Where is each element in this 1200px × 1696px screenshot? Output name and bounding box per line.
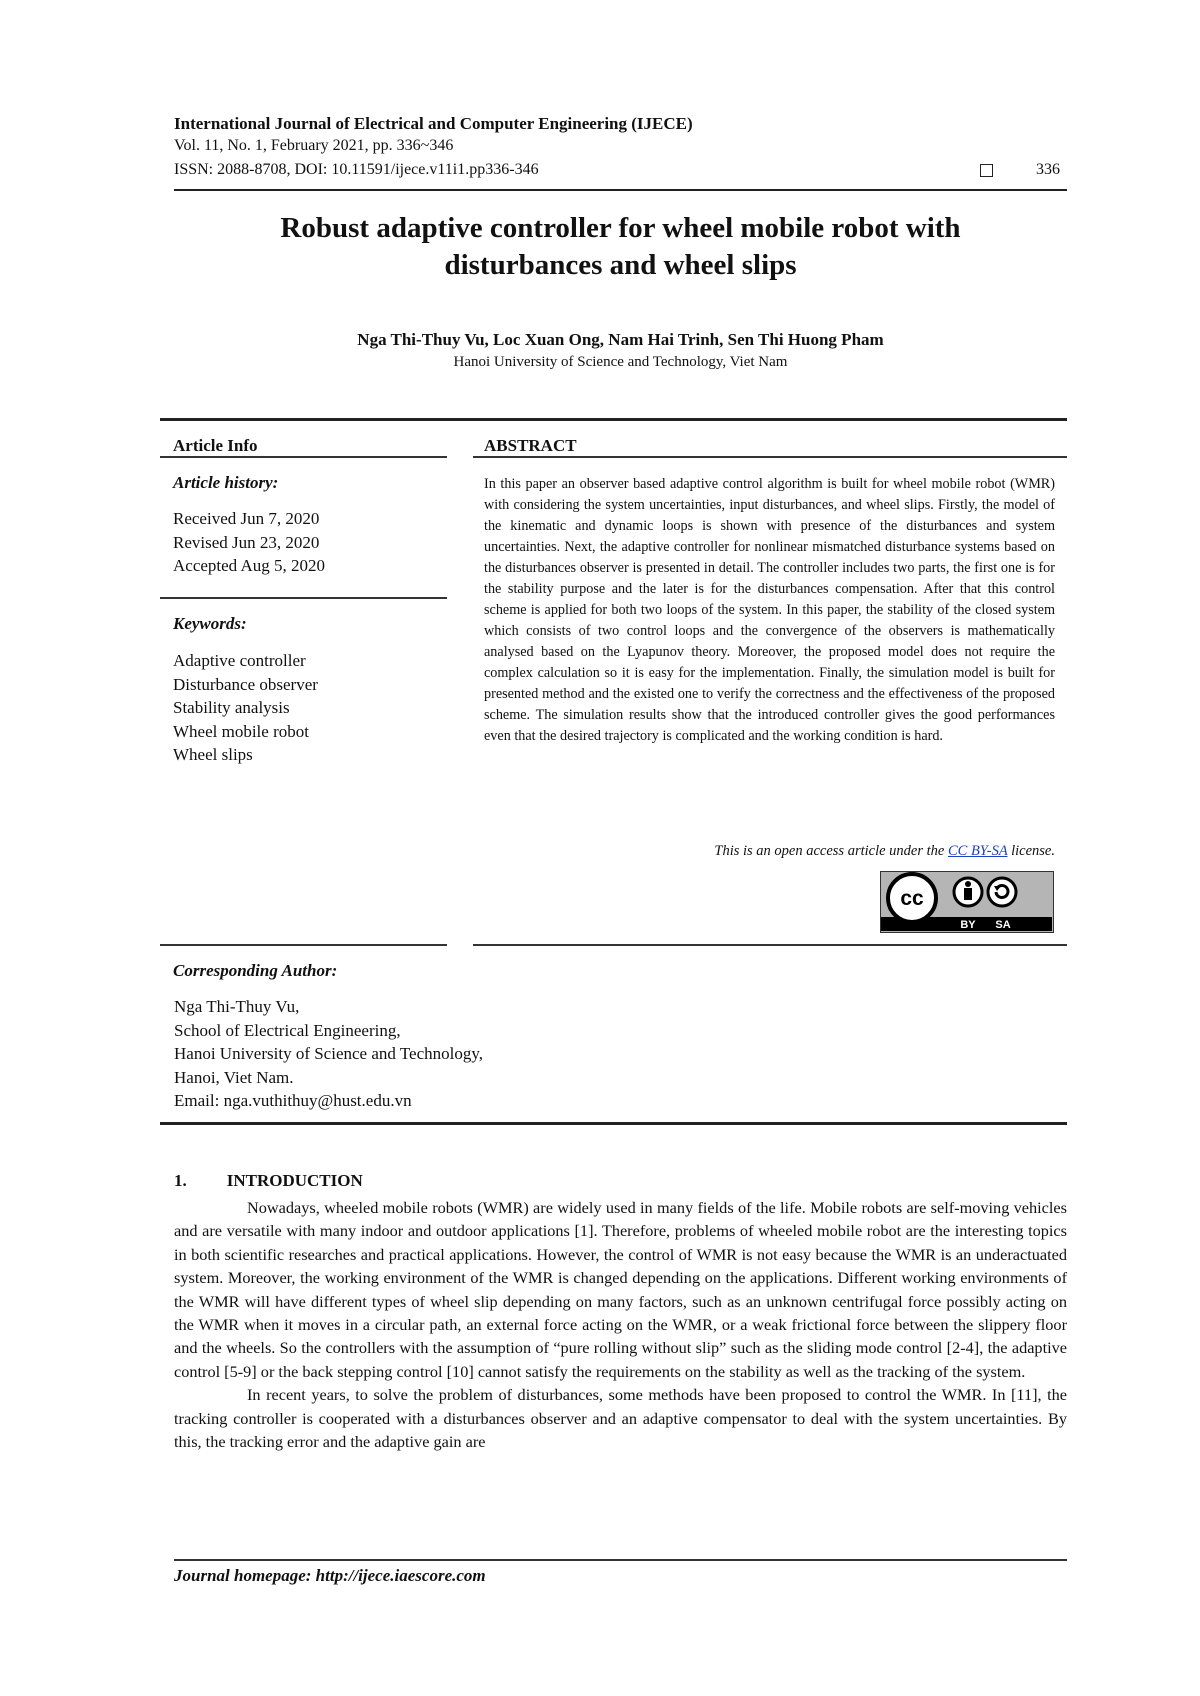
corresponding-author-details — [174, 995, 483, 1113]
history-divider — [160, 597, 447, 599]
introduction-heading — [174, 1171, 363, 1191]
corresponding-author-label: Corresponding Author: — [173, 961, 338, 980]
keywords-divider — [160, 944, 447, 946]
article-history-label: Article history: — [173, 473, 279, 492]
paper-title — [174, 210, 1067, 284]
info-top-divider — [160, 418, 1067, 421]
header-divider — [174, 189, 1067, 191]
author-name: Nga Thi-Thuy Vu, — [174, 997, 300, 1016]
title-line-2: disturbances and wheel slips — [444, 249, 797, 281]
history-list — [173, 507, 325, 578]
revised-date: Revised Jun 23, 2020 — [173, 532, 320, 552]
badge-sa-label: SA — [995, 919, 1011, 931]
received-date: Received Jun 7, 2020 — [173, 509, 320, 528]
accepted-date: Accepted Aug 5, 2020 — [173, 556, 326, 575]
authors: Nga Thi-Thuy Vu, Loc Xuan Ong, Nam Hai Trinh, Sen Thi Huong Pham — [357, 330, 884, 349]
section-number: 1. — [174, 1171, 187, 1190]
volume-info: Vol. 11, No. 1, February 2021, pp. 336~346 — [174, 137, 454, 154]
article-info-heading: Article Info — [173, 436, 258, 455]
info-bottom-divider — [160, 1122, 1067, 1125]
introduction-body — [174, 1196, 1067, 1453]
license-text: This is an open access article under the — [714, 843, 948, 859]
author-email[interactable]: Email: nga.vuthithuy@hust.edu.vn — [174, 1091, 412, 1110]
journal-name: International Journal of Electrical and Computer Engineering (IJECE) — [174, 114, 693, 133]
keyword: Wheel slips — [173, 745, 253, 764]
keywords-list — [173, 649, 318, 767]
author-school: School of Electrical Engineering, — [174, 1020, 401, 1040]
cc-badge-graphic-icon — [881, 872, 1052, 931]
keyword: Wheel mobile robot — [173, 721, 309, 741]
keyword: Stability analysis — [173, 698, 290, 717]
license-link[interactable]: CC BY-SA — [947, 843, 1008, 859]
cc-by-sa-badge-icon[interactable] — [880, 871, 1054, 933]
keywords-label: Keywords: — [173, 614, 247, 633]
article-info-divider — [160, 456, 447, 458]
section-title: INTRODUCTION — [226, 1171, 363, 1190]
journal-homepage[interactable]: Journal homepage: http://ijece.iaescore.com — [174, 1566, 486, 1585]
page-number: 336 — [1036, 161, 1060, 178]
square-icon — [980, 164, 993, 177]
author-university: Hanoi University of Science and Technology, — [174, 1044, 483, 1063]
title-line-1: Robust adaptive controller for wheel mobile robot with — [280, 212, 961, 244]
abstract-bottom-divider — [473, 944, 1067, 946]
keyword: Disturbance observer — [173, 674, 318, 694]
abstract-divider — [473, 456, 1067, 458]
license-text-end: license. — [1007, 843, 1055, 859]
intro-paragraph: In recent years, to solve the problem of disturbances, some methods have been proposed to control the WMR. In [11], the tracking controller is cooperated with a disturbances observer and an adaptive compensator to deal with the system uncertainties. By this, the tracking error and the adaptive gain are — [174, 1385, 1067, 1452]
affiliation: Hanoi University of Science and Technology, Viet Nam — [453, 354, 788, 370]
keyword: Adaptive controller — [173, 651, 306, 670]
abstract-heading: ABSTRACT — [484, 436, 577, 455]
svg-text:cc: cc — [900, 887, 924, 910]
issn-doi: ISSN: 2088-8708, DOI: 10.11591/ijece.v11i1.pp336-346 — [174, 161, 539, 178]
badge-by-label: BY — [960, 919, 976, 931]
author-location: Hanoi, Viet Nam. — [174, 1067, 294, 1087]
abstract-text: In this paper an observer based adaptive control algorithm is built for wheel mobile robot (WMR) with considering the system uncertainties, input disturbances, and wheel slips. Firstly, the model of the kinematic and dynamic loops is shown with presence of the disturbances and system uncertainties. Next, the adaptive controller for nonlinear mismatched disturbance systems based on the disturbances observer is presented in detail. The controller includes two parts, the first one is for the stability purpose and the later is for the disturbances compensation. After that this control scheme is applied for both two loops of the system. In this paper, the stability of the closed system which consists of two control loops and the convergence of the observers is mathematically analysed based on the Lyapunov theory. Moreover, the proposed model does not require the complex calculation so it is easy for the implementation. Finally, the simulation model is built for presented method and the existed one to verify the correctness and the effectiveness of the proposed scheme. The simulation results show that the introduced controller gives the good performances even that the desired trajectory is complicated and the working condition is hard. — [484, 476, 1055, 744]
intro-paragraph: Nowadays, wheeled mobile robots (WMR) are widely used in many fields of the life. Mobile robots are self-moving vehicles and are versatile with many indoor and outdoor applications [1]. Therefore, problems of wheeled mobile robot are the interesting topics in both scientific researches and practical applications. However, the control of WMR is not easy because the WMR is an underactuated system. Moreover, the working environment of the WMR is changed depending on the applications. Different working environments of the WMR will have different types of wheel slip depending on many factors, such as an unknown centrifugal force possibly acting on the WMR when it moves in a circular path, an external force acting on the WMR, or a weak frictional force between the slippery floor and the wheels. So the controllers with the assumption of “pure rolling without slip” such as the sliding mode control [2-4], the adaptive control [5-9] or the back stepping control [10] cannot satisfy the requirements on the stability as well as the tracking of the system. — [174, 1198, 1067, 1381]
license-note — [484, 843, 1055, 860]
footer-divider — [174, 1559, 1067, 1561]
